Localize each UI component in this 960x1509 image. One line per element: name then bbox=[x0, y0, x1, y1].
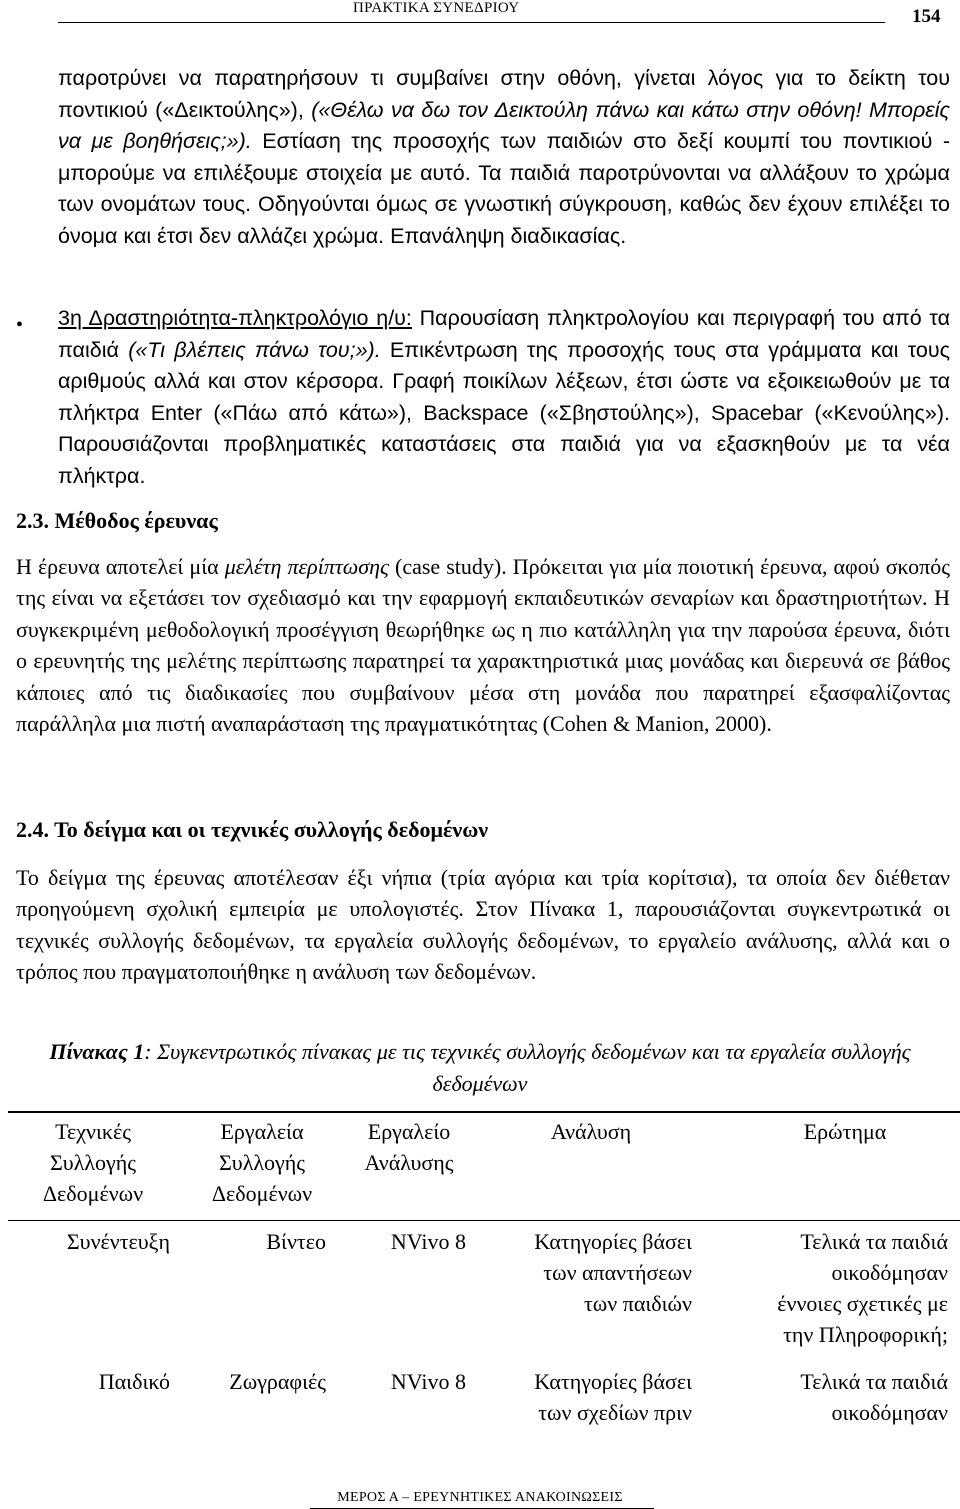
header-line: Ανάλυσης bbox=[364, 1150, 454, 1175]
table-cell bbox=[470, 1226, 692, 1319]
continuation-text-2: Εστίαση της προσοχής των παιδιών στο δεξί κουμπί του ποντικιού - μπορούμε να επιλέξουμε στοιχεία με αυτό. Τα παιδιά παροτρύνονται να αλλάξουν το χρώμα των ονομάτων τους. Οδηγούνται όμως σε γνωστική σύγκρουση, καθώς δεν έχουν επιλέξει το όνομα και έτσι δεν αλλάζει χρώμα. Επανάληψη διαδικασίας. bbox=[58, 129, 950, 248]
table-cell bbox=[20, 1366, 170, 1397]
table-caption-text: : Συγκεντρωτικός πίνακας με τις τεχνικές συλλογής δεδομένων και τα εργαλεία συλλογής δεδομένων bbox=[144, 1039, 911, 1096]
cell-line: την Πληροφορική; bbox=[783, 1322, 948, 1347]
methodology-italic: μελέτη περίπτωσης bbox=[224, 554, 389, 579]
table-caption-label: Πίνακας 1 bbox=[49, 1039, 145, 1064]
cell-line: οικοδόμησαν bbox=[831, 1400, 948, 1425]
table-cell bbox=[20, 1226, 170, 1257]
activity-title: 3η Δραστηριότητα-πληκτρολόγιο η/υ: bbox=[58, 306, 412, 330]
continuation-paragraph bbox=[58, 63, 950, 252]
cell-line: έννοιες σχετικές με bbox=[777, 1291, 948, 1316]
cell-line: Βίντεο bbox=[266, 1229, 326, 1254]
cell-line: Ζωγραφιές bbox=[229, 1369, 326, 1394]
bullet-text-1: Παρουσίαση πληκτρολογίου και περιγραφή του από τα παιδιά bbox=[58, 306, 950, 362]
table-cell bbox=[720, 1226, 948, 1350]
header-line: Συλλογής bbox=[50, 1150, 136, 1175]
continuation-text-1: παροτρύνει να παρατηρήσουν τι συμβαίνει στην οθόνη, γίνεται λόγος για το δείκτη του ποντικιού («Δεικτούλης»), bbox=[58, 66, 950, 122]
cell-line: οικοδόμησαν bbox=[831, 1260, 948, 1285]
header-line: Εργαλείο bbox=[367, 1119, 451, 1144]
bullet-text-2: Επικέντρωση της προσοχής τους στα γράμματα και τους αριθμούς αλλά και στον κέρσορα. Γραφή ποικίλων λέξεων, έτσι ώστε να εξοικειωθούν με τα πλήκτρα Enter («Πάω από κάτω»), Backspace («Σβηστούλης»), Spacebar («Κενούλης»). Παρουσιάζονται προβληματικές καταστάσεις στα παιδιά για να εξασκηθούν με τα νέα πλήκτρα. bbox=[58, 337, 950, 488]
table-cell bbox=[180, 1366, 326, 1397]
bullet-paragraph bbox=[58, 303, 950, 492]
methodology-paragraph bbox=[16, 551, 950, 739]
cell-line: NVivo 8 bbox=[390, 1229, 466, 1254]
header-rule bbox=[58, 22, 885, 23]
cell-line: των παιδιών bbox=[583, 1291, 692, 1316]
cell-line: Τελικά τα παιδιά bbox=[800, 1369, 948, 1394]
table-cell bbox=[720, 1366, 948, 1428]
table-top-rule bbox=[8, 1111, 960, 1113]
continuation-quote: («Θέλω να δω τον Δεικτούλη πάνω και κάτω στην οθόνη! Μπορείς να με βοηθήσεις;»). bbox=[58, 97, 950, 153]
cell-line: Κατηγορίες βάσει bbox=[534, 1229, 692, 1254]
header-line: Ερώτημα bbox=[803, 1119, 887, 1144]
table-cell bbox=[340, 1366, 466, 1397]
table-header-cell bbox=[740, 1116, 950, 1147]
bullet-marker: • bbox=[16, 314, 24, 336]
cell-line: Συνέντευξη bbox=[66, 1229, 170, 1254]
proceedings-title: ΠΡΑΚΤΙΚΑ ΣΥΝΕΔΡΙΟΥ bbox=[353, 0, 520, 16]
header-line: Δεδομένων bbox=[42, 1181, 144, 1206]
table-cell bbox=[180, 1226, 326, 1257]
table-caption bbox=[20, 1036, 940, 1100]
methodology-text-1: Η έρευνα αποτελεί μία bbox=[16, 554, 225, 579]
header-line: Ανάλυση bbox=[550, 1119, 632, 1144]
section-heading-methodology: 2.3. Μέθοδος έρευνας bbox=[16, 508, 218, 533]
page-number: 154 bbox=[912, 6, 941, 27]
table-cell bbox=[470, 1366, 692, 1428]
bullet-quote: («Τι βλέπεις πάνω του;»). bbox=[128, 337, 381, 362]
sample-paragraph: Το δείγμα της έρευνας αποτέλεσαν έξι νήπια (τρία αγόρια και τρία κορίτσια), τα οποία δεν διέθεταν προηγούμενη σχολική εμπειρία με υπολογιστές. Στον Πίνακα 1, παρουσιάζονται συγκεντρωτικά οι τεχνικές συλλογής δεδομένων, τα εργαλεία συλλογής δεδομένων, το εργαλείο ανάλυσης, αλλά και ο τρόπος που πραγματοποιήθηκε η ανάλυση των δεδομένων. bbox=[16, 865, 950, 985]
section-heading-sample: 2.4. Το δείγμα και οι τεχνικές συλλογής δεδομένων bbox=[16, 817, 489, 842]
table-cell bbox=[340, 1226, 466, 1257]
cell-line: Κατηγορίες βάσει bbox=[534, 1369, 692, 1394]
table-header-cell bbox=[348, 1116, 470, 1178]
cell-line: Τελικά τα παιδιά bbox=[800, 1229, 948, 1254]
header-line: Τεχνικές bbox=[55, 1119, 131, 1144]
table-header-cell bbox=[500, 1116, 682, 1147]
cell-line: των σχεδίων πριν bbox=[538, 1400, 692, 1425]
methodology-text-2: (case study). Πρόκειται για μία ποιοτική έρευνα, αφού σκοπός της είναι να εξετάσει τον σχεδιασμό και την εφαρμογή εκπαιδευτικών σεναρίων και δραστηριοτήτων. Η συγκεκριμένη μεθοδολογική προσέγγιση θεωρήθηκε ως η πιο κατάλληλη για την παρούσα έρευνα, διότι ο ερευνητής της μελέτης περίπτωσης παρατηρεί τα χαρακτηριστικά μιας μονάδας και διερευνά σε βάθος κάποιες από τις διαδικασίες που συμβαίνουν μέσα στη μονάδα που παρατηρεί εξασφαλίζοντας παράλληλα μια πιστή αναπαράσταση της πραγματικότητας (Cohen & Manion, 2000). bbox=[16, 554, 950, 737]
table-header-rule bbox=[8, 1220, 960, 1221]
header-line: Εργαλεία bbox=[220, 1119, 304, 1144]
cell-line: Παιδικό bbox=[98, 1369, 170, 1394]
page-footer: ΜΕΡΟΣ Α – ΕΡΕΥΝΗΤΙΚΕΣ ΑΝΑΚΟΙΝΩΣΕΙΣ bbox=[337, 1490, 623, 1505]
cell-line: NVivo 8 bbox=[390, 1369, 466, 1394]
header-line: Δεδομένων bbox=[211, 1181, 313, 1206]
cell-line: των απαντήσεων bbox=[543, 1260, 692, 1285]
table-header-cell bbox=[38, 1116, 148, 1209]
table-header-cell bbox=[198, 1116, 326, 1209]
header-line: Συλλογής bbox=[219, 1150, 305, 1175]
